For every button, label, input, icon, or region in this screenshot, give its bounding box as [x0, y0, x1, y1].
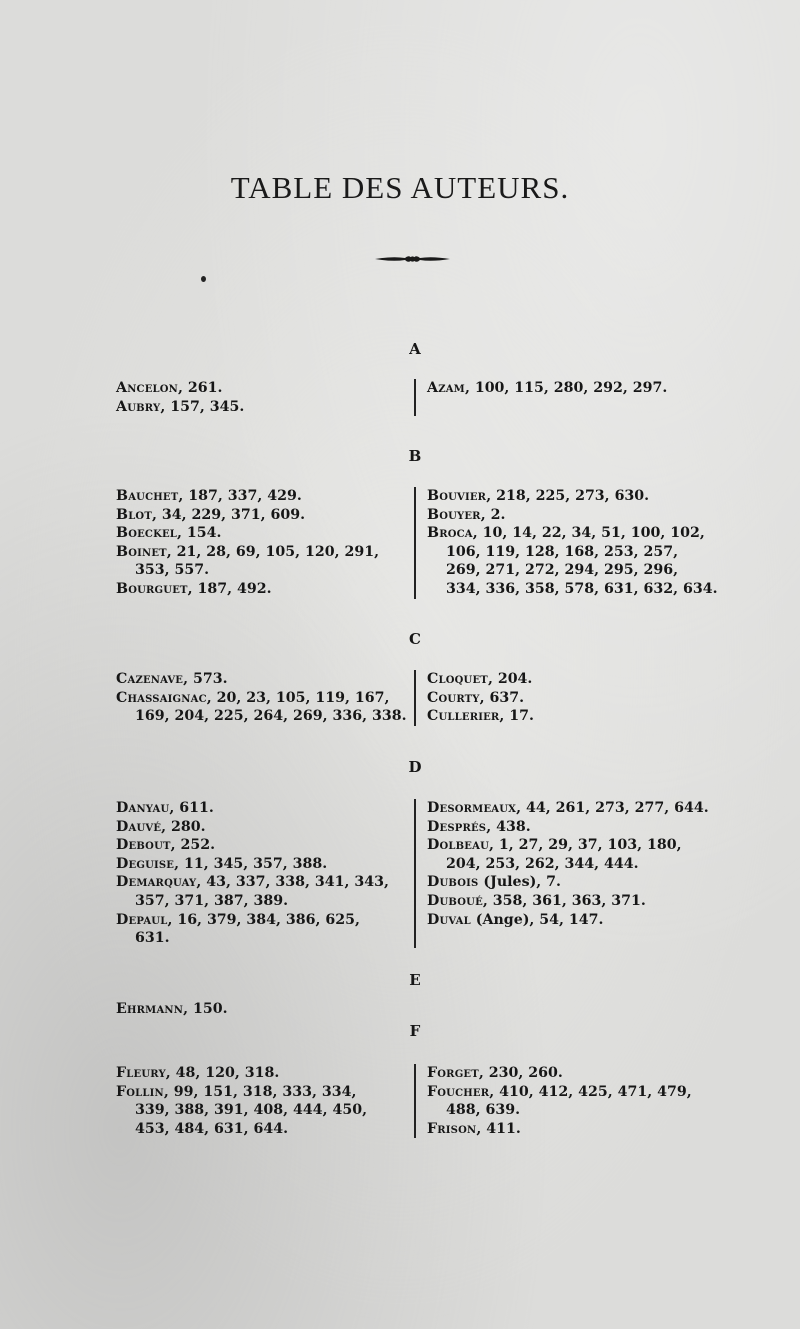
- index-entry: [116, 855, 408, 874]
- page-refs: , 218, 225, 273, 630.: [486, 488, 650, 504]
- ornament-divider-icon: [375, 252, 450, 266]
- index-entry: [427, 836, 727, 873]
- page-refs: , 150.: [183, 1001, 228, 1017]
- index-entry: [427, 670, 727, 689]
- left-column: [116, 1000, 408, 1019]
- page-refs: , 358, 361, 363, 371.: [482, 892, 646, 909]
- index-entry: [116, 487, 408, 506]
- author-name: Forget: [427, 1065, 479, 1081]
- ink-speck: [201, 276, 206, 282]
- right-column: [427, 487, 727, 599]
- index-entry: [116, 836, 408, 855]
- author-name: Cazenave: [116, 671, 184, 687]
- section-letter-e: E: [409, 971, 421, 989]
- page-refs-continued: 357, 371, 387, 389.: [135, 892, 289, 909]
- author-name: Desormeaux: [427, 800, 517, 816]
- author-name: Dauvé: [116, 818, 162, 835]
- page-refs-continued: 169, 204, 225, 264, 269, 336, 338.: [135, 708, 407, 725]
- index-entry: [427, 487, 727, 506]
- index-entry: [427, 799, 727, 818]
- index-entry: [427, 379, 727, 398]
- index-entry: [116, 580, 408, 599]
- page-refs: , 21, 28, 69, 105, 120, 291,: [166, 543, 380, 560]
- page-refs-continued: 488, 639.: [446, 1102, 521, 1119]
- author-name: Boeckel: [116, 525, 178, 542]
- page-refs: , 637.: [479, 689, 525, 706]
- page-refs: , 411.: [476, 1120, 521, 1137]
- index-entry: [427, 911, 727, 930]
- author-name: Bourguet: [116, 580, 188, 597]
- page-refs: , 11, 345, 357, 388.: [174, 855, 328, 872]
- column-divider: [414, 487, 416, 599]
- author-name: Demarquay: [116, 874, 197, 891]
- author-name: Bouyer: [427, 506, 481, 523]
- page-refs: , 157, 345.: [160, 398, 245, 415]
- column-divider: [414, 1064, 416, 1138]
- left-column: [116, 670, 408, 726]
- section-letter-d: D: [408, 758, 422, 776]
- left-column: [116, 379, 408, 416]
- page-refs: , 230, 260.: [478, 1065, 563, 1081]
- column-divider: [414, 379, 416, 416]
- page-refs: , 187, 337, 429.: [178, 488, 302, 504]
- index-entry: [427, 1120, 727, 1139]
- column-divider: [414, 670, 416, 726]
- page-refs: , 154.: [177, 525, 222, 542]
- page-refs: , 204.: [487, 671, 533, 687]
- section-letter-b: B: [408, 447, 422, 465]
- left-column: [116, 799, 408, 948]
- page-refs: (Ange), 54, 147.: [470, 911, 604, 928]
- page-refs-continued: 631.: [135, 930, 170, 947]
- index-entry: [427, 818, 727, 837]
- page-refs: , 611.: [169, 800, 214, 816]
- author-name: Aubry: [116, 398, 161, 415]
- page-refs: , 43, 337, 338, 341, 343,: [196, 874, 389, 891]
- section-letter-c: C: [409, 630, 421, 648]
- page-refs: , 1, 27, 29, 37, 103, 180,: [489, 837, 682, 854]
- index-entry: [427, 524, 727, 598]
- page-refs: , 410, 412, 425, 471, 479,: [489, 1083, 692, 1100]
- right-column: [427, 799, 727, 929]
- page-refs: , 44, 261, 273, 277, 644.: [516, 800, 709, 816]
- column-divider: [414, 799, 416, 948]
- page-refs: (Jules), 7.: [478, 874, 561, 891]
- page-refs: , 573.: [183, 671, 228, 687]
- index-entry: [116, 1064, 408, 1083]
- author-name: Courty: [427, 689, 480, 706]
- index-entry: [427, 707, 727, 726]
- index-entry: [116, 689, 408, 726]
- index-entry: [116, 543, 408, 580]
- page-refs-continued: 106, 119, 128, 168, 253, 257,: [446, 543, 679, 560]
- right-column: [427, 1064, 727, 1138]
- author-name: Danyau: [116, 800, 170, 816]
- author-name: Foucher: [427, 1083, 490, 1100]
- left-column: [116, 487, 408, 599]
- author-name: Deguise: [116, 855, 175, 872]
- author-name: Bouvier: [427, 488, 487, 504]
- page-title: TABLE DES AUTEURS.: [230, 170, 570, 205]
- page-refs-continued: 453, 484, 631, 644.: [135, 1120, 289, 1137]
- author-name: Azam: [427, 380, 465, 396]
- author-name: Debout: [116, 837, 171, 854]
- index-entry: [116, 873, 408, 910]
- author-name: Blot: [116, 506, 152, 523]
- page-refs: , 252.: [170, 837, 216, 854]
- author-name: Duval: [427, 911, 471, 928]
- page-refs: , 187, 492.: [187, 580, 272, 597]
- author-name: Dolbeau: [427, 837, 489, 854]
- page-refs: , 20, 23, 105, 119, 167,: [206, 689, 390, 706]
- page-refs: , 280.: [161, 818, 206, 835]
- index-entry: [116, 506, 408, 525]
- page-refs-continued: 334, 336, 358, 578, 631, 632, 634.: [446, 580, 718, 597]
- page-refs: , 10, 14, 22, 34, 51, 100, 102,: [472, 525, 705, 542]
- index-entry: [427, 689, 727, 708]
- page-refs-continued: 353, 557.: [135, 562, 210, 579]
- author-name: Ancelon: [116, 380, 179, 396]
- author-name: Frison: [427, 1120, 477, 1137]
- page-refs: , 261.: [178, 380, 223, 396]
- page-refs: , 16, 379, 384, 386, 625,: [167, 911, 360, 928]
- page-refs: , 438.: [486, 818, 531, 835]
- author-name: Boinet: [116, 543, 167, 560]
- page-refs-continued: 269, 271, 272, 294, 295, 296,: [446, 562, 679, 579]
- author-name: Ehrmann: [116, 1001, 184, 1017]
- section-letter-a: A: [409, 340, 421, 358]
- index-entry: [427, 1083, 727, 1120]
- index-entry: [116, 1083, 408, 1139]
- page-refs: , 100, 115, 280, 292, 297.: [464, 380, 668, 396]
- page-refs: , 48, 120, 318.: [165, 1065, 280, 1081]
- left-column: [116, 1064, 408, 1138]
- author-name: Broca: [427, 525, 473, 542]
- page-refs: , 99, 151, 318, 333, 334,: [163, 1083, 357, 1100]
- index-entry: [116, 1000, 408, 1019]
- author-name: Follin: [116, 1083, 164, 1100]
- index-entry: [116, 398, 408, 417]
- page-refs: , 17.: [499, 708, 534, 725]
- right-column: [427, 670, 727, 726]
- index-entry: [427, 506, 727, 525]
- author-name: Chassaignac: [116, 689, 207, 706]
- page-refs-continued: 204, 253, 262, 344, 444.: [446, 855, 639, 872]
- index-entry: [116, 799, 408, 818]
- author-name: Cloquet: [427, 671, 488, 687]
- page-refs: , 2.: [480, 506, 506, 523]
- author-name: Depaul: [116, 911, 168, 928]
- author-name: Cullerier: [427, 708, 500, 725]
- author-name: Fleury: [116, 1065, 166, 1081]
- index-entry: [427, 892, 727, 911]
- index-entry: [427, 873, 727, 892]
- index-entry: [116, 911, 408, 948]
- author-name: Bauchet: [116, 488, 179, 504]
- index-entry: [427, 1064, 727, 1083]
- page-refs-continued: 339, 388, 391, 408, 444, 450,: [135, 1102, 368, 1119]
- index-entry: [116, 379, 408, 398]
- author-name: Duboué: [427, 892, 483, 909]
- author-name: Dubois: [427, 874, 479, 891]
- section-letter-f: F: [409, 1022, 421, 1040]
- page-refs: , 34, 229, 371, 609.: [151, 506, 306, 523]
- index-entry: [116, 818, 408, 837]
- index-entry: [116, 670, 408, 689]
- index-entry: [116, 524, 408, 543]
- right-column: [427, 379, 727, 398]
- author-name: Després: [427, 818, 487, 835]
